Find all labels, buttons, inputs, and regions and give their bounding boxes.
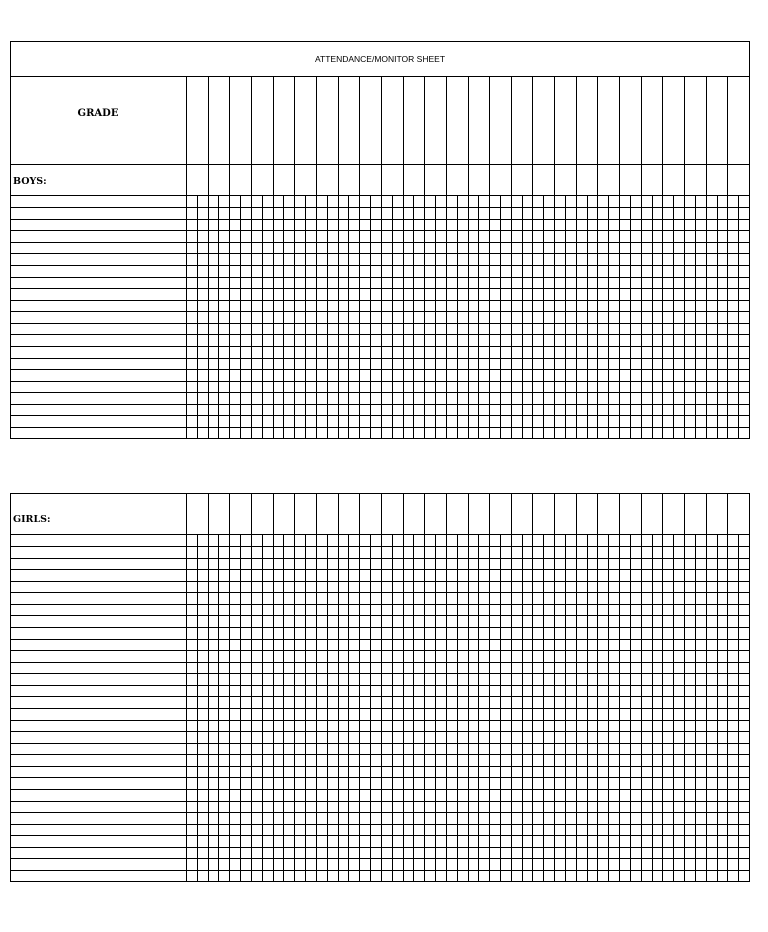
sheet-title: ATTENDANCE/MONITOR SHEET bbox=[314, 54, 446, 64]
grade-label: GRADE bbox=[77, 108, 119, 119]
grid-lines bbox=[10, 42, 750, 882]
boys-label: BOYS: bbox=[13, 176, 47, 187]
girls-label: GIRLS: bbox=[13, 514, 51, 525]
